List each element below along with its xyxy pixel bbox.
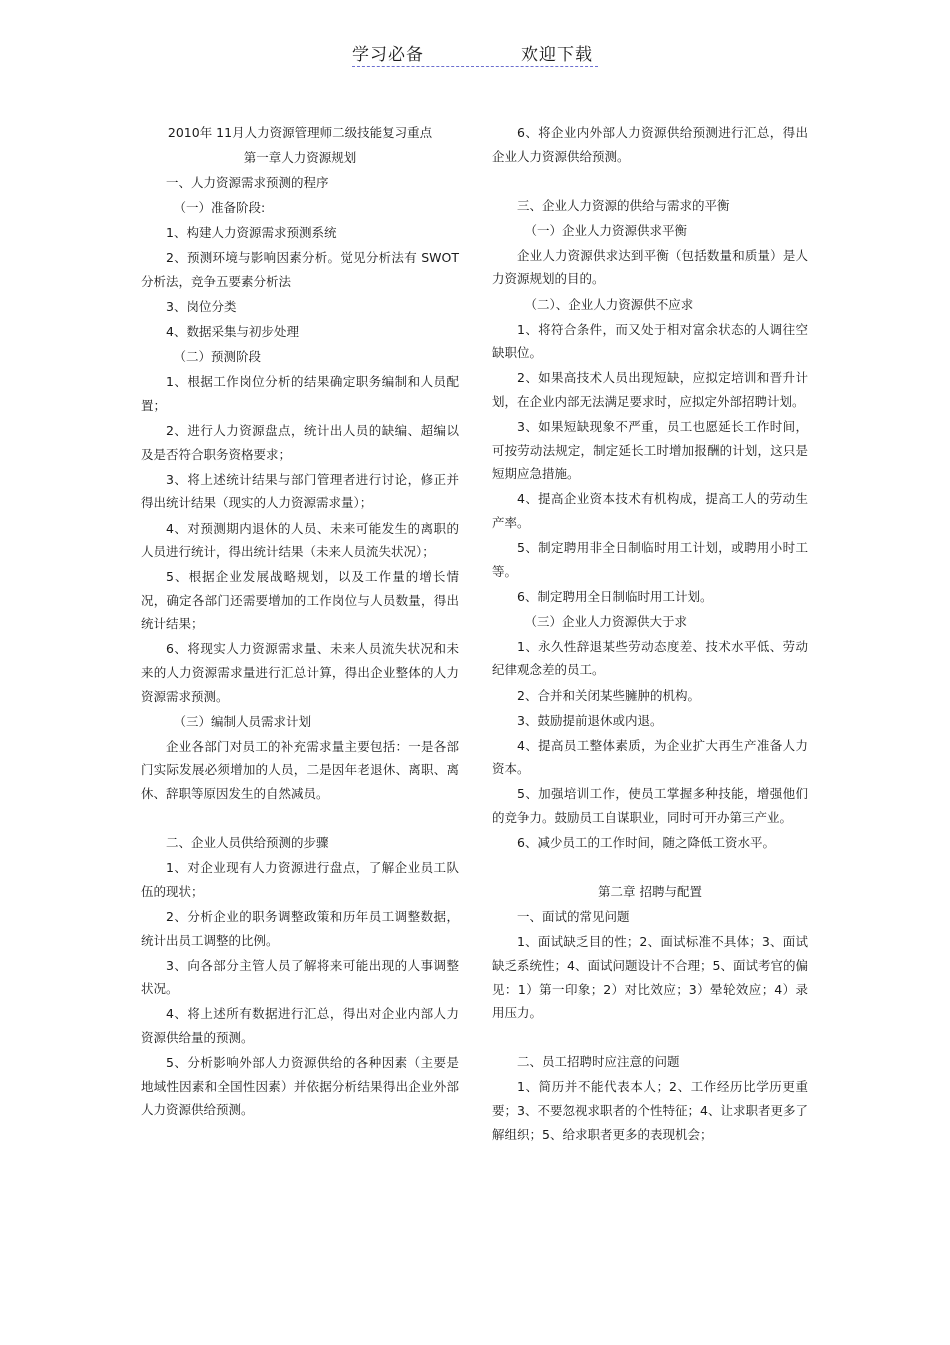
- header-right-text: 欢迎下载: [521, 45, 593, 65]
- paragraph: 5、制定聘用非全日制临时用工计划，或聘用小时工等。: [492, 540, 808, 579]
- spacer: [492, 1026, 808, 1050]
- paragraph: 2、合并和关闭某些臃肿的机构。: [517, 687, 700, 703]
- paragraph: 6、将现实人力资源需求量、未来人员流失状况和未来的人力资源需求量进行汇总计算，得出企业整体的人力资源需求预测。: [141, 641, 459, 704]
- paragraph: 1、构建人力资源需求预测系统: [166, 225, 337, 241]
- paragraph: 3、向各部分主管人员了解将来可能出现的人事调整状况。: [141, 957, 459, 997]
- paragraph: 6、将企业内外部人力资源供给预测进行汇总，得出企业人力资源供给预测。: [492, 125, 808, 164]
- paragraph: 5、根据企业发展战略规划，以及工作量的增长情况，确定各部门还需要增加的工作岗位与人员数量，得出统计结果；: [141, 569, 459, 632]
- paragraph: 企业各部门对员工的补充需求量主要包括：一是各部门实际发展必须增加的人员，二是因年老退休、离职、离休、辞职等原因发生的自然减员。: [141, 738, 459, 802]
- paragraph: 3、岗位分类: [166, 299, 237, 315]
- paragraph: 企业人力资源供求达到平衡（包括数量和质量）是人力资源规划的目的。: [492, 247, 808, 287]
- spacer: [141, 807, 459, 831]
- heading: 第一章人力资源规划: [243, 150, 357, 166]
- paragraph: 一、面试的常见问题: [517, 909, 630, 925]
- paragraph: 5、分析影响外部人力资源供给的各种因素（主要是地域性因素和全国性因素）并依据分析结果得出企业外部人力资源供给预测。: [141, 1054, 459, 1118]
- paragraph: 4、提高企业资本技术有机构成，提高工人的劳动生产率。: [492, 491, 808, 530]
- paragraph: 一、人力资源需求预测的程序: [166, 175, 329, 191]
- paragraph: 3、将上述统计结果与部门管理者进行讨论，修正并得出统计结果（现实的人力资源需求量）；: [141, 471, 459, 511]
- paragraph: 1、面试缺乏目的性；2、面试标准不具体；3、面试缺乏系统性；4、面试问题设计不合理；5、面试考官的偏见：1）第一印象；2）对比效应；3）晕轮效应；4）录用压力。: [492, 934, 808, 1021]
- spacer: [492, 170, 808, 194]
- paragraph: 2、如果高技术人员出现短缺，应拟定培训和晋升计划，在企业内部无法满足要求时，应拟定外部招聘计划。: [492, 370, 808, 409]
- page-header: [352, 40, 598, 67]
- subheading: （三）企业人力资源供大于求: [524, 613, 688, 629]
- paragraph: 2、分析企业的职务调整政策和历年员工调整数据，统计出员工调整的比例。: [141, 908, 459, 948]
- paragraph: 6、制定聘用全日制临时用工计划。: [517, 588, 713, 604]
- paragraph: 4、数据采集与初步处理: [166, 324, 299, 340]
- paragraph: 1、永久性辞退某些劳动态度差、技术水平低、劳动纪律观念差的员工。: [492, 638, 808, 678]
- paragraph: 三、企业人力资源的供给与需求的平衡: [517, 197, 730, 213]
- paragraph: 1、简历并不能代表本人；2、工作经历比学历更重要；3、不要忽视求职者的个性特征；4、让求职者更多了解组织；5、给求职者更多的表现机会；: [492, 1079, 808, 1142]
- paragraph: 5、加强培训工作，使员工掌握多种技能，增强他们的竞争力。鼓励员工自谋职业，同时可开办第三产业。: [492, 786, 808, 826]
- heading: 2010年 11月人力资源管理师二级技能复习重点: [167, 125, 433, 140]
- paragraph: 二、员工招聘时应注意的问题: [517, 1054, 680, 1070]
- paragraph: 1、将符合条件，而又处于相对富余状态的人调往空缺职位。: [492, 321, 808, 361]
- paragraph: 4、将上述所有数据进行汇总，得出对企业内部人力资源供给量的预测。: [141, 1006, 459, 1045]
- paragraph: 1、对企业现有人力资源进行盘点，了解企业员工队伍的现状；: [141, 860, 459, 899]
- paragraph: 3、如果短缺现象不严重，员工也愿延长工作时间，可按劳动法规定，制定延长工时增加报酬的计划，这只是短期应急措施。: [492, 419, 808, 482]
- header-left-text: 学习必备: [352, 45, 424, 65]
- paragraph: 3、鼓励提前退休或内退。: [517, 712, 663, 728]
- paragraph: 4、对预测期内退休的人员、未来可能发生的离职的人员进行统计，得出统计结果（未来人员流失状况）；: [141, 520, 459, 560]
- right-column: [492, 121, 808, 1148]
- subheading: （三）编制人员需求计划: [173, 713, 312, 729]
- paragraph: 1、根据工作岗位分析的结果确定职务编制和人员配置；: [141, 374, 459, 414]
- subheading: （一）企业人力资源供求平衡: [524, 222, 688, 238]
- paragraph: 二、企业人员供给预测的步骤: [166, 835, 329, 851]
- paragraph: 2、进行人力资源盘点，统计出人员的缺编、超编以及是否符合职务资格要求；: [141, 423, 459, 462]
- left-column: [141, 121, 459, 1123]
- paragraph: 2、预测环境与影响因素分析。觉见分析法有 SWOT 分析法，竞争五要素分析法: [141, 250, 459, 290]
- subheading: （一）准备阶段:: [173, 200, 266, 216]
- heading: 第二章 招聘与配置: [598, 884, 702, 900]
- paragraph: 4、提高员工整体素质，为企业扩大再生产准备人力资本。: [492, 737, 808, 777]
- subheading: （二）预测阶段: [173, 349, 262, 365]
- spacer: [492, 856, 808, 880]
- subheading: （二）、企业人力资源供不应求: [524, 296, 694, 312]
- paragraph: 6、减少员工的工作时间，随之降低工资水平。: [517, 835, 775, 851]
